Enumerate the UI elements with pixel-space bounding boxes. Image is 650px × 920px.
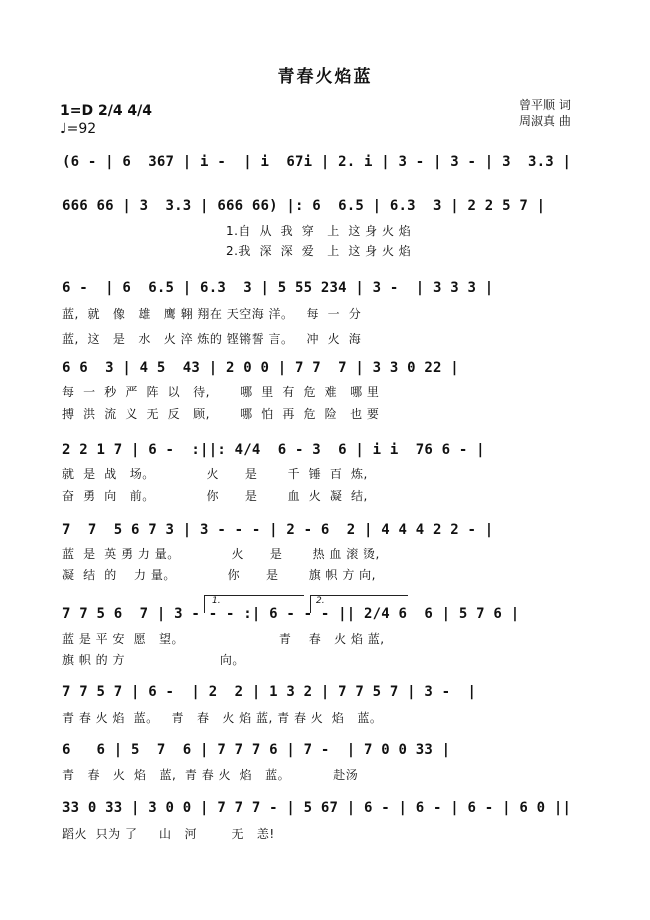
- lyric-line-2-verse-2: 2.我 深 深 爱 上 这 身 火 焰: [62, 244, 412, 258]
- notation-line-4: 6 6 3 | 4 5 43 | 2 0 0 | 7 7 7 | 3 3 0 22 |: [62, 360, 459, 376]
- second-ending-bracket: [310, 595, 408, 596]
- notation-line-9: 6 6 | 5 7 6 | 7 7 7 6 | 7 - | 7 0 0 33 |: [62, 742, 451, 758]
- lyric-line-6-verse-1: 蓝 是 英 勇 力 量。 火 是 热 血 滚 烫,: [62, 547, 380, 561]
- notation-line-1: (6 - | 6 367 | i - | i 67i | 2. i | 3 - | 3 - | 3 3.3 |: [62, 154, 572, 170]
- lyric-line-5-verse-2: 奋 勇 向 前。 你 是 血 火 凝 结,: [62, 489, 368, 503]
- lyric-line-10: 蹈火 只为 了 山 河 无 恙!: [62, 827, 275, 841]
- lyric-line-6-verse-2: 凝 结 的 力 量。 你 是 旗 帜 方 向,: [62, 568, 376, 582]
- lyric-line-8: 青 春 火 焰 蓝。 青 春 火 焰 蓝, 青 春 火 焰 蓝。: [62, 711, 383, 725]
- notation-line-5: 2 2 1 7 | 6 - :||: 4/4 6 - 3 6 | i i 76 6 - |: [62, 442, 485, 458]
- notation-line-10: 33 0 33 | 3 0 0 | 7 7 7 - | 5 67 | 6 - | 6 - | 6 - | 6 0 ||: [62, 800, 572, 816]
- composer-credit: 周淑真 曲: [519, 114, 571, 128]
- notation-line-2: 666 66 | 3 3.3 | 666 66) |: 6 6.5 | 6.3 3 | 2 2 5 7 |: [62, 198, 546, 214]
- lyric-line-4-verse-1: 每 一 秒 严 阵 以 待, 哪 里 有 危 难 哪 里: [62, 385, 380, 399]
- notation-line-3: 6 - | 6 6.5 | 6.3 3 | 5 55 234 | 3 - | 3 3 3 |: [62, 280, 494, 296]
- second-ending-mark: 2.: [316, 596, 325, 606]
- first-ending-mark: 1.: [212, 596, 221, 606]
- lyric-line-7-verse-2: 旗 帜 的 方 向。: [62, 653, 245, 667]
- lyric-line-2-verse-1: 1.自 从 我 穿 上 这 身 火 焰: [62, 224, 412, 238]
- tempo-marking: ♩=92: [60, 121, 97, 137]
- lyric-line-3-verse-2: 蓝, 这 是 水 火 淬 炼的 铿锵誓 言。 冲 火 海: [62, 332, 362, 346]
- key-signature: 1=D 2/4 4/4: [60, 103, 153, 119]
- notation-line-6: 7 7 5 6 7 3 | 3 - - - | 2 - 6 2 | 4 4 4 2 2 - |: [62, 522, 494, 538]
- lyric-line-7-verse-1: 蓝 是 平 安 愿 望。 青 春 火 焰 蓝,: [62, 632, 385, 646]
- notation-line-8: 7 7 5 7 | 6 - | 2 2 | 1 3 2 | 7 7 5 7 | 3 - |: [62, 684, 477, 700]
- lyricist-credit: 曾平顺 词: [519, 98, 571, 112]
- notation-line-7: 7 7 5 6 7 | 3 - - - :| 6 - - - || 2/4 6 6 | 5 7 6 |: [62, 606, 520, 622]
- lyric-line-9: 青 春 火 焰 蓝, 青 春 火 焰 蓝。 赴汤: [62, 768, 359, 782]
- lyric-line-3-verse-1: 蓝, 就 像 雄 鹰 翱 翔在 天空海 洋。 每 一 分: [62, 307, 362, 321]
- lyric-line-5-verse-1: 就 是 战 场。 火 是 千 锤 百 炼,: [62, 467, 368, 481]
- lyric-line-4-verse-2: 搏 洪 流 义 无 反 顾, 哪 怕 再 危 险 也 要: [62, 407, 380, 421]
- song-title: 青春火焰蓝: [277, 67, 373, 87]
